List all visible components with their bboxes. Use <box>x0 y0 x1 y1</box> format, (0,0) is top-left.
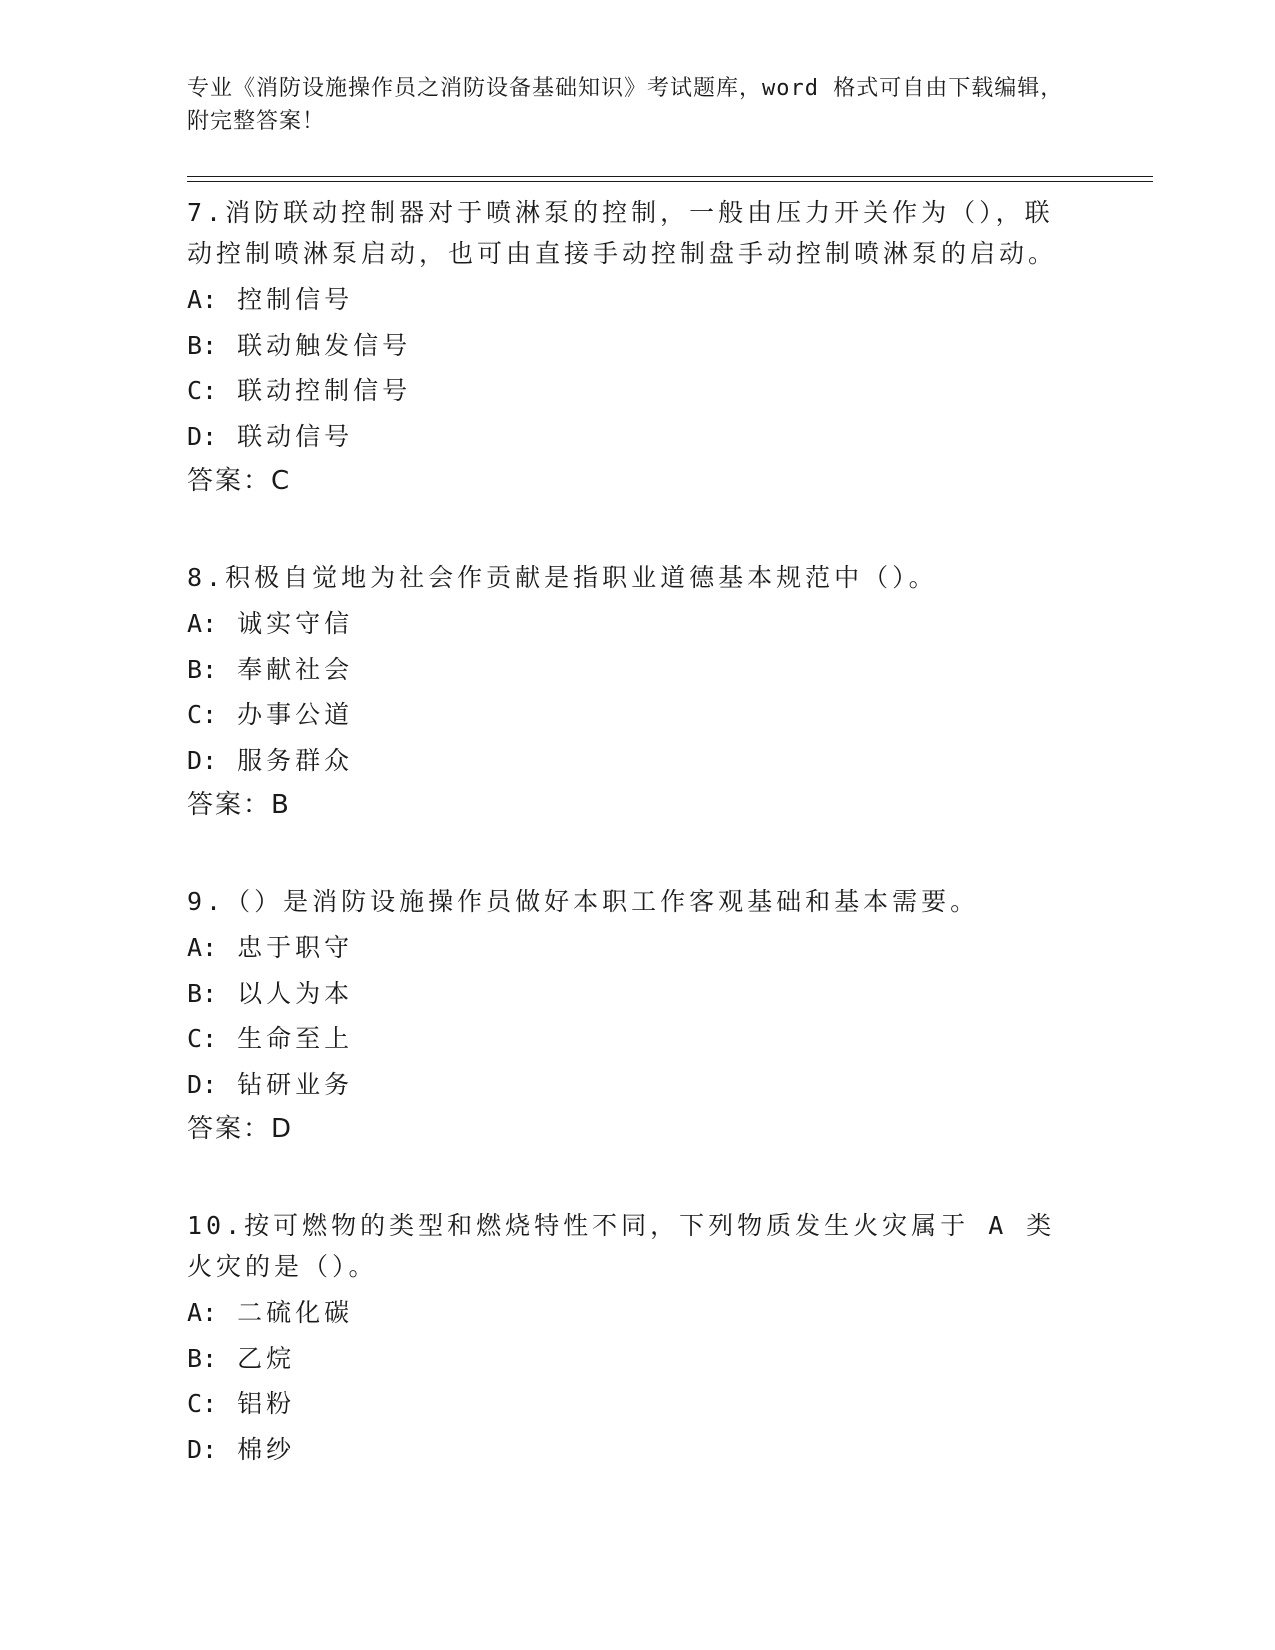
option-letter: B: <box>187 654 218 684</box>
question-8 <box>187 557 1087 828</box>
header-rule-bottom <box>187 181 1153 182</box>
option-d <box>187 738 1087 784</box>
option-text: 生命至上 <box>237 1024 354 1053</box>
option-text: 棉纱 <box>237 1434 296 1464</box>
option-text: 以人为本 <box>237 978 354 1008</box>
option-d <box>187 1062 1087 1108</box>
option-letter: B: <box>187 1343 218 1373</box>
option-c <box>187 368 1087 414</box>
option-text: 控制信号 <box>237 285 354 314</box>
option-letter: A: <box>187 1298 218 1327</box>
option-b <box>187 323 1087 369</box>
header-rule-top <box>187 176 1153 177</box>
option-d <box>187 414 1087 460</box>
option-b <box>187 1336 1087 1382</box>
option-c <box>187 692 1087 738</box>
option-letter: D: <box>187 1434 218 1464</box>
option-letter: A: <box>187 933 218 962</box>
option-text: 钻研业务 <box>237 1069 354 1099</box>
option-text: 联动信号 <box>237 421 354 451</box>
document-header <box>187 72 1067 138</box>
header-text: 专业《消防设施操作员之消防设备基础知识》考试题库，word 格式可自由下载编辑，附完整答案！ <box>187 76 1064 134</box>
option-text: 奉献社会 <box>237 654 354 684</box>
option-text: 乙烷 <box>237 1343 296 1373</box>
option-text: 铝粉 <box>237 1389 296 1418</box>
question-text: 10.按可燃物的类型和燃烧特性不同，下列物质发生火灾属于 A 类火灾的是（）。 <box>187 1211 1056 1281</box>
option-a <box>187 1290 1087 1336</box>
question-10 <box>187 1205 1087 1472</box>
option-text: 二硫化碳 <box>237 1298 354 1327</box>
option-letter: B: <box>187 978 218 1008</box>
option-text: 忠于职守 <box>237 933 354 962</box>
option-letter: B: <box>187 330 218 360</box>
question-text: 9.（）是消防设施操作员做好本职工作客观基础和基本需要。 <box>187 887 980 916</box>
option-c <box>187 1016 1087 1062</box>
question-7 <box>187 192 1087 504</box>
option-a <box>187 601 1087 647</box>
question-text: 7.消防联动控制器对于喷淋泵的控制，一般由压力开关作为（），联动控制喷淋泵启动，也可由直接手动控制盘手动控制喷淋泵的启动。 <box>187 198 1058 268</box>
option-letter: C: <box>187 376 218 405</box>
option-text: 诚实守信 <box>237 609 354 638</box>
option-letter: C: <box>187 700 218 729</box>
option-text: 联动触发信号 <box>237 330 412 360</box>
option-letter: A: <box>187 609 218 638</box>
option-c <box>187 1381 1087 1427</box>
option-a <box>187 277 1087 323</box>
answer: 答案：C <box>187 466 292 496</box>
option-letter: D: <box>187 421 218 451</box>
option-letter: C: <box>187 1024 218 1053</box>
option-d <box>187 1427 1087 1473</box>
option-b <box>187 647 1087 693</box>
option-letter: D: <box>187 745 218 775</box>
option-text: 办事公道 <box>237 700 354 729</box>
option-letter: A: <box>187 285 218 314</box>
question-text: 8.积极自觉地为社会作贡献是指职业道德基本规范中（）。 <box>187 563 938 592</box>
answer: 答案：B <box>187 790 291 820</box>
option-text: 服务群众 <box>237 745 354 775</box>
answer: 答案：D <box>187 1114 294 1144</box>
question-list <box>187 192 1087 1472</box>
option-letter: D: <box>187 1069 218 1099</box>
question-9 <box>187 881 1087 1152</box>
option-b <box>187 971 1087 1017</box>
option-a <box>187 925 1087 971</box>
option-text: 联动控制信号 <box>237 376 412 405</box>
option-letter: C: <box>187 1389 218 1418</box>
